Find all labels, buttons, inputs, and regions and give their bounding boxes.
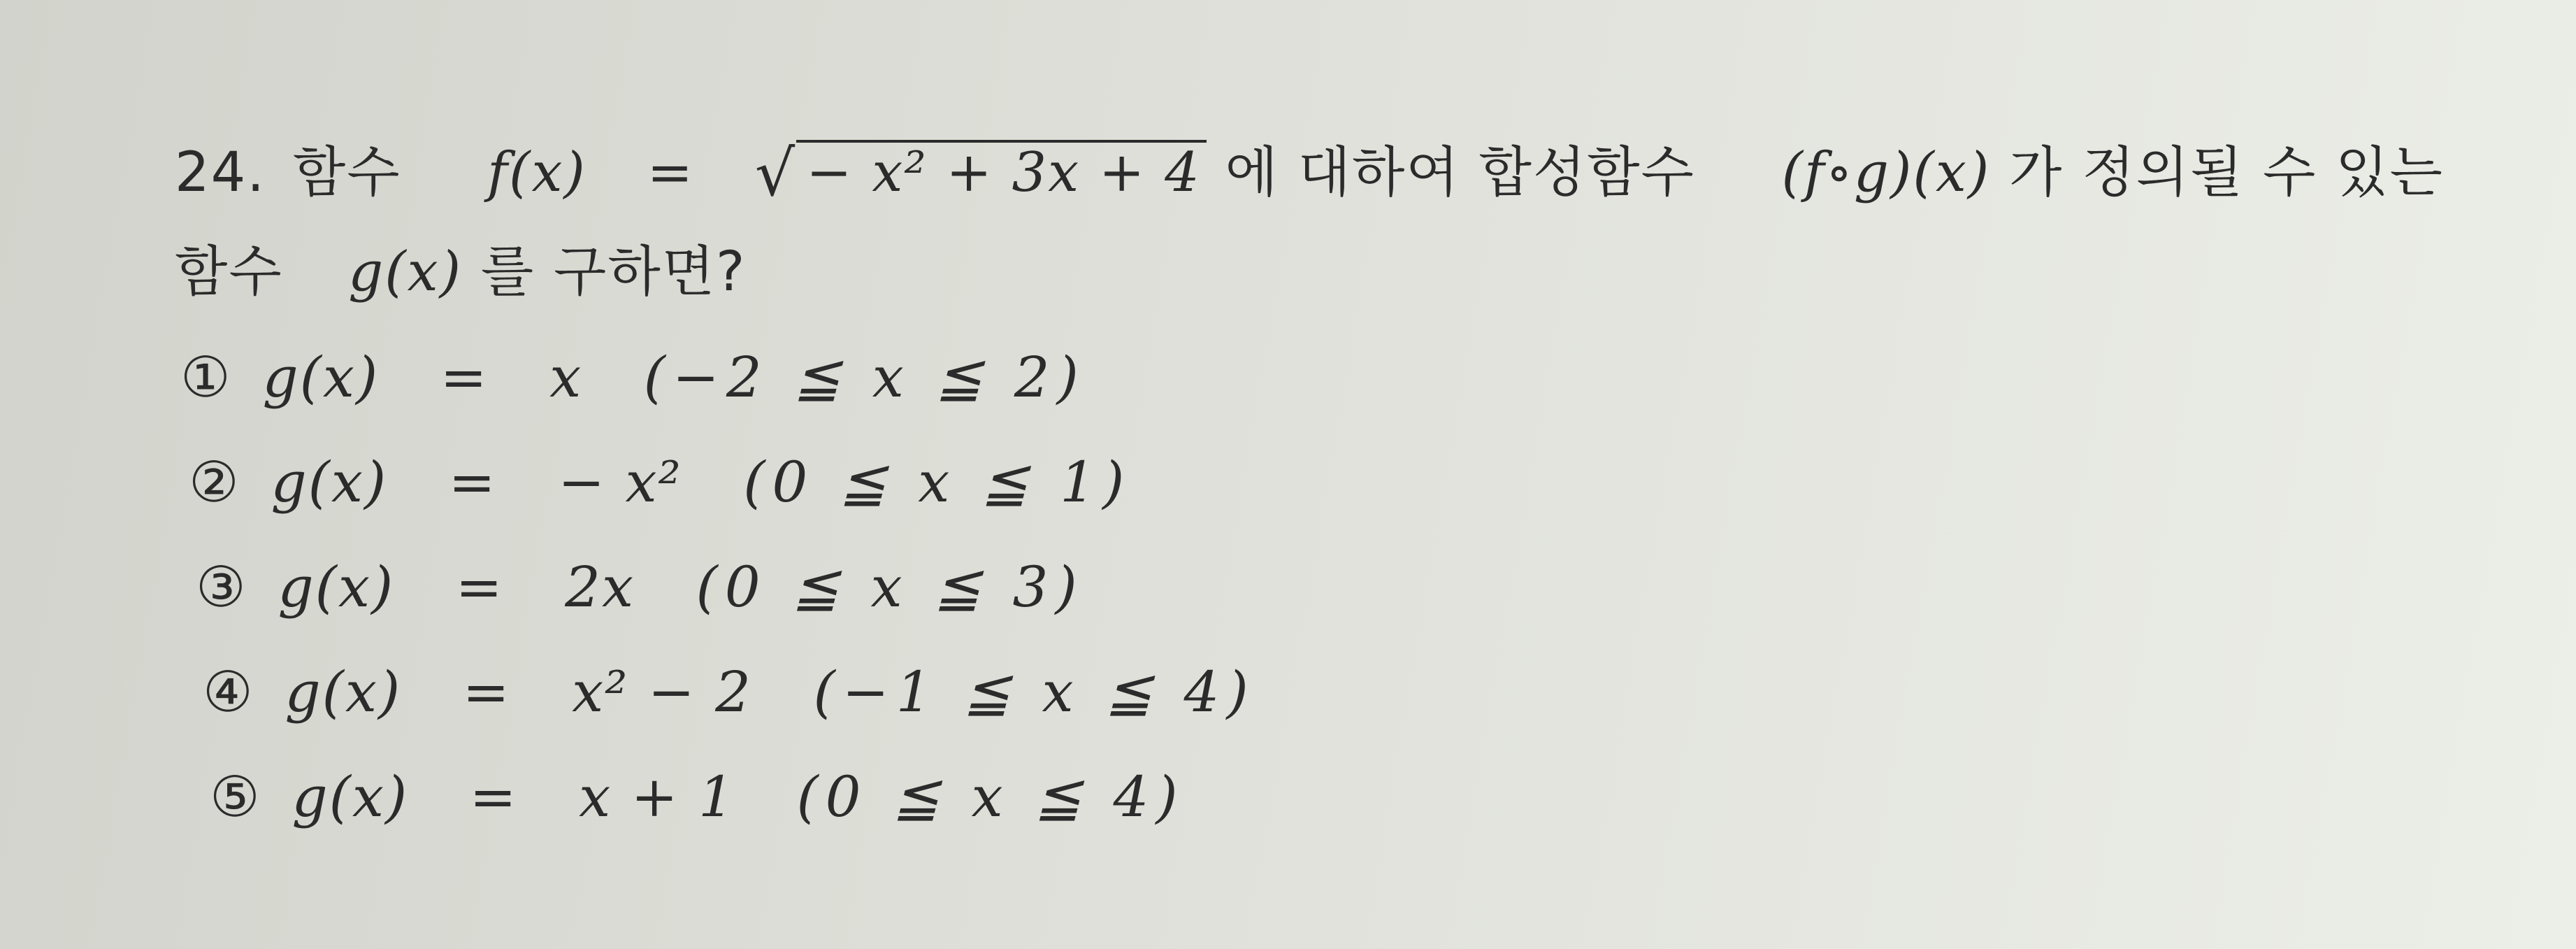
composition-expression: (f∘g)(x) [1781, 141, 1991, 204]
option-lhs: g(x) [262, 345, 380, 410]
option-equals: = [455, 555, 504, 620]
question-line-1 [175, 137, 2444, 211]
option-domain: (−2 ≦ x ≦ 2) [643, 345, 1086, 410]
option-expression: x + 1 [579, 764, 735, 829]
option-5[interactable] [210, 764, 1185, 829]
option-lhs: g(x) [278, 555, 395, 620]
option-expression: x² − 2 [572, 659, 753, 725]
option-domain: (−1 ≦ x ≦ 4) [813, 659, 1255, 725]
option-lhs: g(x) [292, 764, 409, 829]
radical-symbol: √ [754, 137, 797, 211]
option-expression: − x² [558, 450, 682, 515]
radicand: − x² + 3x + 4 [796, 140, 1207, 200]
question-mid-text: 에 대하여 합성함수 [1225, 141, 1695, 204]
option-equals: = [462, 659, 511, 725]
question-number: 24. [175, 141, 266, 204]
question-line-2 [175, 241, 747, 304]
option-expression: x [549, 345, 583, 410]
option-lhs: g(x) [285, 659, 402, 725]
option-equals: = [440, 345, 489, 410]
question-intro: 함수 [292, 141, 401, 204]
option-marker: ④ [203, 659, 254, 725]
option-2[interactable] [189, 450, 1132, 515]
option-4[interactable] [203, 659, 1255, 725]
equals-sign: = [647, 141, 695, 204]
question-line2-intro: 함수 [175, 241, 283, 304]
option-3[interactable] [196, 555, 1084, 620]
option-equals: = [448, 450, 497, 515]
option-equals: = [469, 764, 518, 829]
square-root-expression [754, 137, 1207, 211]
function-g: g(x) [348, 241, 463, 304]
option-domain: (0 ≦ x ≦ 1) [743, 450, 1132, 515]
option-domain: (0 ≦ x ≦ 3) [696, 555, 1084, 620]
question-line2-tail: 를 구하면? [480, 241, 747, 304]
option-marker: ③ [196, 555, 247, 620]
option-1[interactable] [180, 345, 1086, 410]
function-f: f(x) [487, 141, 587, 204]
question-tail-text: 가 정의될 수 있는 [2009, 141, 2444, 204]
option-marker: ① [180, 345, 232, 410]
option-expression: 2x [565, 555, 635, 620]
option-domain: (0 ≦ x ≦ 4) [796, 764, 1185, 829]
option-marker: ⑤ [210, 764, 261, 829]
option-lhs: g(x) [271, 450, 388, 515]
option-marker: ② [189, 450, 240, 515]
